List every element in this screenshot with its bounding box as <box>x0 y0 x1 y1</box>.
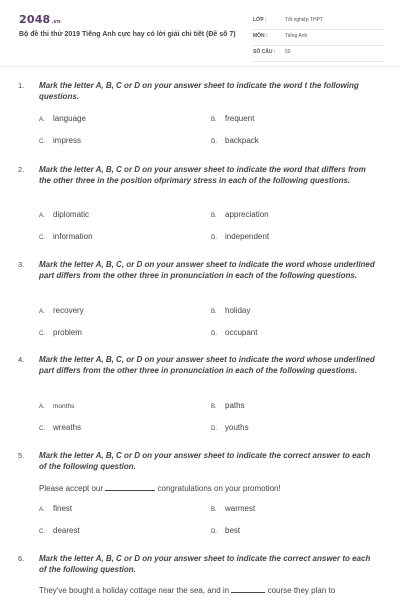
document-header <box>0 0 400 62</box>
question-number: 4. <box>18 355 25 364</box>
option-c[interactable]: C. information <box>39 232 93 241</box>
option-d[interactable]: D. youths <box>211 423 249 432</box>
question-number: 3. <box>18 260 25 269</box>
option-d[interactable]: D. independent <box>211 232 270 241</box>
option-c[interactable]: C. impress <box>39 136 82 145</box>
exam-meta <box>253 14 383 62</box>
document-title: Bộ đề thi thử 2019 Tiếng Anh cực hay có lời giải chi tiết (Đề số 7) <box>19 31 236 38</box>
meta-value: Tiếng Anh <box>285 33 308 39</box>
option-a[interactable]: A. months <box>39 403 75 410</box>
meta-value: 50 <box>285 49 291 55</box>
option-b[interactable]: B. paths <box>211 401 245 410</box>
option-c[interactable]: C. problem <box>39 328 82 337</box>
question-number: 6. <box>18 554 25 563</box>
site-logo[interactable]: 2048.vn <box>19 13 61 26</box>
option-a[interactable]: A. recovery <box>39 306 84 315</box>
option-b[interactable]: B. frequent <box>211 114 255 123</box>
option-b[interactable]: B. warmest <box>211 504 256 513</box>
option-a[interactable]: A. finest <box>39 504 73 513</box>
answer-blank <box>231 585 265 593</box>
question-number: 1. <box>18 81 25 90</box>
question-text: Mark the letter A, B, C or D on your answer sheet to indicate the correct answer to each of the following question. <box>39 451 371 471</box>
option-d[interactable]: D. best <box>211 526 241 535</box>
question-stem: Please accept our congratulations on your promotion! <box>39 484 281 493</box>
header-divider <box>0 66 400 67</box>
meta-row-class <box>253 14 383 30</box>
option-b[interactable]: B. appreciation <box>211 210 269 219</box>
question-number: 2. <box>18 165 25 174</box>
question-text: Mark the letter A, B, C, or D on your answer sheet to indicate the word whose underlined part differs from the other three in pronunciation in each of the following questions. <box>39 355 375 375</box>
meta-key: SỐ CÂU : <box>253 49 276 55</box>
option-c[interactable]: C. wreaths <box>39 423 82 432</box>
meta-row-question-count <box>253 46 383 62</box>
question-number: 5. <box>18 451 25 460</box>
answer-blank <box>105 483 155 491</box>
option-c[interactable]: C. dearest <box>39 526 80 535</box>
question-text: Mark the letter A, B, C, or D on your answer sheet to indicate the word whose underlined part differs from the other three in pronunciation in each of the following questions. <box>39 260 375 280</box>
option-b[interactable]: B. holiday <box>211 306 251 315</box>
option-a[interactable]: A. diplomatic <box>39 210 90 219</box>
meta-key: LỚP : <box>253 17 267 23</box>
option-d[interactable]: D. backpack <box>211 136 259 145</box>
question-text: Mark the letter A, B, C or D on your answer sheet to indicate the word that differs from the other three in the position ofprimary stress in each of the following questions. <box>39 165 366 185</box>
question-text: Mark the letter A, B, C or D on your answer sheet to indicate the correct answer to each of the following question. <box>39 554 371 574</box>
question-stem: They've bought a holiday cottage near the sea, and in course they plan to <box>39 586 336 595</box>
option-a[interactable]: A. language <box>39 114 86 123</box>
meta-key: MÔN : <box>253 33 268 39</box>
option-d[interactable]: D. occupant <box>211 328 258 337</box>
meta-row-subject <box>253 30 383 46</box>
meta-value: Tốt nghiệp THPT <box>285 17 323 23</box>
question-text: Mark the letter A, B, C or D on your answer sheet to indicate the word t the following questions. <box>39 81 359 101</box>
